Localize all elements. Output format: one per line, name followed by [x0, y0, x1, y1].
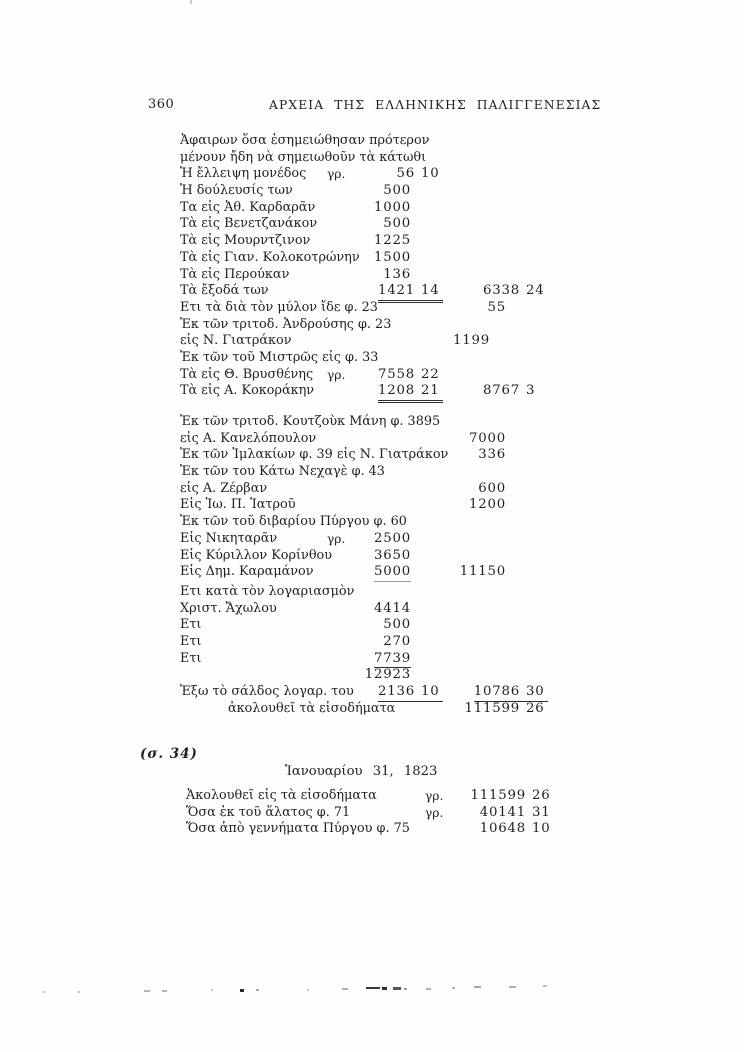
- scan-speck: [211, 989, 213, 991]
- scan-speck: [474, 986, 481, 988]
- amount-col2: [400, 250, 548, 267]
- row-label: Ὅσα ἀπὸ γεννήματα Πύργου φ. 75: [186, 821, 410, 837]
- amount-int: 3650: [373, 547, 411, 563]
- row-label: Ετι κατὰ τὸν λογαριασμὸν: [180, 583, 355, 599]
- row-label: Ετι: [180, 633, 202, 649]
- scan-speck: [366, 987, 380, 989]
- amount-int: 56: [396, 166, 415, 182]
- amount-col2: [400, 684, 548, 702]
- date-heading: Ἰανουαρίου 31, 1823: [285, 764, 438, 779]
- amount-int: 111599: [464, 700, 520, 716]
- ledger-row: [180, 300, 580, 317]
- amount-col2: [400, 531, 548, 548]
- ledger-row: [180, 317, 580, 334]
- ledger-row: [180, 667, 580, 684]
- amount-frac: 3: [526, 383, 536, 399]
- ledger-row: [180, 166, 580, 183]
- amount-int: 500: [383, 183, 411, 199]
- row-label: Ἐκ τῶν τοῦ Μιστρῶς εἰς φ. 33: [180, 349, 379, 365]
- scan-speck: [78, 991, 80, 993]
- row-label: Τὰ εἰς Βενετζανάκον: [180, 216, 318, 232]
- ledger-row: [180, 584, 580, 601]
- ledger-row: [180, 431, 580, 448]
- row-label: Εἰς Νικηταρᾶν: [180, 530, 278, 546]
- amount-col2: [400, 150, 548, 167]
- ledger-row: [180, 684, 580, 701]
- currency-unit: γρ.: [327, 367, 346, 382]
- amount-int: 1421: [378, 283, 415, 303]
- row-label: Ἐκ τῶν τοῦ διβαρίου Πύργου φ. 60: [180, 514, 407, 530]
- amount-col2: [408, 821, 554, 838]
- ledger-row: [180, 701, 580, 718]
- amount-col2: [400, 317, 548, 334]
- ledger-row: [186, 805, 586, 822]
- row-label: Ἀκολουθεῖ εἰς τὰ εἰσοδήματα: [186, 788, 377, 803]
- scan-speck: [543, 985, 547, 987]
- row-label: ἀκολουθεῖ τὰ εἰσοδήματα: [228, 700, 396, 716]
- amount-int: 12923: [364, 667, 411, 683]
- amount-col2: [400, 383, 548, 400]
- amount-col2: [400, 367, 548, 384]
- scan-speck: [393, 987, 401, 990]
- amount-int: 55: [487, 299, 506, 315]
- amount-col2: [400, 667, 548, 684]
- amount-col2: [400, 464, 548, 481]
- amount-frac: 10: [532, 821, 551, 837]
- amount-col2: [400, 617, 548, 634]
- amount-int: 1500: [373, 249, 411, 265]
- amount-col2: [400, 267, 548, 284]
- ledger-row: [186, 821, 586, 838]
- running-title: ΑΡΧΕΙΑ ΤΗΣ ΕΛΛΗΝΙΚΗΣ ΠΑΛΙΓΓΕΝΕΣΙΑΣ: [269, 98, 602, 112]
- ledger-row: [180, 200, 580, 217]
- ledger-row: [186, 788, 586, 805]
- row-label: εἰς Α. Κανελόπουλον: [180, 430, 317, 446]
- amount-col2: [400, 584, 548, 601]
- scan-speck: [382, 987, 387, 990]
- scan-speck: [509, 986, 516, 988]
- amount-col2: [400, 283, 548, 300]
- amount-col2: [400, 497, 548, 514]
- row-label: Εἰς Κύριλλον Κορίνθου: [180, 547, 333, 563]
- amount-frac: 31: [532, 804, 551, 820]
- ledger-row: [180, 250, 580, 267]
- amount-frac: 14: [415, 283, 443, 303]
- scan-speck: [144, 990, 150, 992]
- ledger-row: [180, 514, 580, 531]
- row-label: Τὰ εἰς Γιαν. Κολοκοτρώνην: [180, 249, 360, 265]
- ledger-row: [180, 350, 580, 367]
- amount-col2: [400, 548, 548, 565]
- ledger-row: [180, 481, 580, 498]
- amount-int: 10648: [479, 821, 526, 837]
- income-ledger-table: [186, 788, 586, 838]
- row-label: Ἐκ τῶν του Κάτω Νεχαγὲ φ. 43: [180, 464, 385, 480]
- row-label: Ἀφαιρων ὅσα ἐσημειώθησαν πρότερον: [180, 133, 430, 148]
- row-label: Εἰς Ἰω. Π. Ἰατροῦ: [180, 497, 296, 513]
- row-label: Τὰ εἰς Μουρντζινον: [180, 233, 311, 249]
- row-label: Ἐκ τῶν τριτοδ. Ἀνδρούσης φ. 23: [180, 316, 392, 332]
- amount-col2: [400, 431, 548, 448]
- row-label: Ἐκ τῶν Ἰμλακίων φ. 39 εἰς Ν. Γιατράκον: [180, 447, 449, 463]
- ledger-row: [180, 601, 580, 618]
- currency-unit: γρ.: [327, 531, 346, 546]
- row-label: Εἰς Δημ. Καραμάνον: [180, 564, 314, 580]
- ledger-row: [180, 133, 580, 150]
- page-number: 360: [148, 97, 175, 112]
- amount-col2: [400, 350, 548, 367]
- ledger-row: [180, 634, 580, 651]
- row-label: Τα εἰς Ἀθ. Καρδαρᾶν: [180, 199, 316, 215]
- scan-speck: [342, 988, 348, 990]
- row-label: Ἡ δούλευσίς των: [180, 183, 293, 199]
- row-label: Τὰ ἔξοδά των: [180, 283, 269, 299]
- row-label: Ετι: [180, 617, 202, 633]
- amount-int: 111599: [470, 788, 526, 803]
- row-label: Τὰ εἰς Α. Κοκοράκην: [180, 383, 315, 399]
- ledger-row: [180, 183, 580, 200]
- ledger-row: [180, 564, 580, 581]
- ledger-row: [180, 367, 580, 384]
- row-label: Τὰ εἰς Περούκαν: [180, 266, 290, 282]
- amount-col2: [400, 601, 548, 618]
- amount-col2: [400, 333, 548, 350]
- ledger-row: [180, 233, 580, 250]
- ledger-row: [180, 150, 580, 167]
- amount-int: 40141: [479, 804, 526, 820]
- amount-col2: [400, 166, 548, 183]
- scan-speck: [162, 990, 167, 992]
- amount-frac: 24: [526, 283, 545, 299]
- amount-int: 500: [383, 216, 411, 232]
- amount-frac: 26: [532, 788, 551, 803]
- amount-frac: 21: [415, 383, 443, 403]
- ledger-row: [180, 383, 580, 400]
- amount-frac: 30: [520, 684, 548, 702]
- row-label: Χριστ. Ἄχωλου: [180, 600, 277, 616]
- scan-speck: [190, 0, 192, 4]
- amount-frac: 10: [415, 684, 443, 702]
- scan-speck: [404, 988, 407, 990]
- row-label: Ἐξω τὸ σάλδος λογαρ. του: [180, 684, 354, 699]
- amount-int: 336: [478, 447, 506, 463]
- amount-int: 600: [478, 480, 506, 496]
- amount-frac: 10: [421, 166, 440, 182]
- amount-int: 2136: [378, 684, 415, 702]
- amount-int: 270: [383, 633, 411, 649]
- ledger-row: [180, 617, 580, 634]
- amount-col2: [400, 514, 548, 531]
- amount-col2: [400, 634, 548, 651]
- ledger-row: [180, 497, 580, 514]
- row-label: Ετι: [180, 650, 202, 666]
- scan-speck: [452, 987, 455, 989]
- amount-int: 1225: [373, 233, 411, 249]
- scan-speck: [43, 991, 45, 993]
- main-ledger-table: [180, 133, 580, 717]
- currency-unit: γρ.: [425, 805, 444, 820]
- amount-int: 1208: [378, 383, 415, 403]
- amount-col2: [400, 216, 548, 233]
- ledger-row: [180, 414, 580, 431]
- amount-col2: [400, 414, 548, 431]
- amount-col2: [400, 200, 548, 217]
- amount-int: 10786: [474, 684, 520, 702]
- amount-col2: [400, 183, 548, 200]
- amount-int: 7000: [468, 430, 506, 446]
- row-label: Τὰ εἰς Θ. Βρυσθένης: [180, 366, 314, 382]
- amount-col2: [408, 788, 554, 805]
- amount-int: 1200: [468, 497, 506, 513]
- amount-int: 2500: [373, 530, 411, 546]
- amount-col2: [400, 701, 548, 718]
- amount-col2: [400, 447, 548, 464]
- scan-speck: [240, 989, 244, 992]
- ledger-row: [180, 216, 580, 233]
- amount-int: 136: [383, 266, 411, 282]
- ledger-row: [180, 651, 580, 668]
- amount-int: 4414: [373, 600, 411, 616]
- amount-int: 6338: [482, 283, 520, 299]
- amount-int: 11150: [459, 564, 506, 580]
- currency-unit: γρ.: [327, 167, 346, 182]
- row-label: Ἐκ τῶν τριτοδ. Κουτζοὺκ Μάνη φ. 3895: [180, 414, 441, 429]
- amount-col2: [400, 564, 548, 581]
- ledger-row: [180, 531, 580, 548]
- amount-col2: [400, 481, 548, 498]
- ledger-row: [180, 333, 580, 350]
- source-page-reference: (σ. 34): [140, 746, 198, 762]
- scan-speck: [426, 988, 431, 990]
- scan-speck: [307, 989, 309, 991]
- ledger-row: [180, 447, 580, 464]
- ledger-row: [180, 283, 580, 300]
- row-label: εἰς Ν. Γιατράκον: [180, 333, 292, 349]
- ledger-row: [180, 548, 580, 565]
- amount-int: 8767: [482, 383, 520, 399]
- amount-int: 7739: [374, 651, 411, 669]
- amount-int: 500: [383, 617, 411, 633]
- amount-frac: 22: [421, 366, 440, 382]
- scan-speck: [256, 989, 259, 991]
- ledger-row: [180, 267, 580, 284]
- amount-col2: [400, 233, 548, 250]
- amount-col2: [400, 133, 548, 150]
- row-label: Ετι τὰ διὰ τὸν μύλον ἴδε φ. 23: [180, 299, 378, 315]
- currency-unit: γρ.: [425, 789, 444, 803]
- amount-col2: [400, 651, 548, 668]
- amount-int: 1199: [452, 333, 490, 349]
- ledger-row: [180, 464, 580, 481]
- amount-int: 1000: [373, 199, 411, 215]
- row-label: μένουν ἤδη νὰ σημειωθοῦν τὰ κάτωθι: [180, 149, 427, 165]
- amount-int: 7558: [377, 366, 415, 382]
- amount-col2: [400, 300, 548, 317]
- amount-frac: 26: [526, 700, 545, 716]
- row-label: Ἡ ἔλλειψη μονέδος: [180, 166, 307, 182]
- amount-int: 5000: [374, 564, 411, 582]
- amount-col2: [408, 805, 554, 822]
- row-label: εἰς Α. Ζέρβαν: [180, 480, 268, 496]
- row-label: Ὅσα ἐκ τοῦ ἅλατος φ. 71: [186, 804, 351, 820]
